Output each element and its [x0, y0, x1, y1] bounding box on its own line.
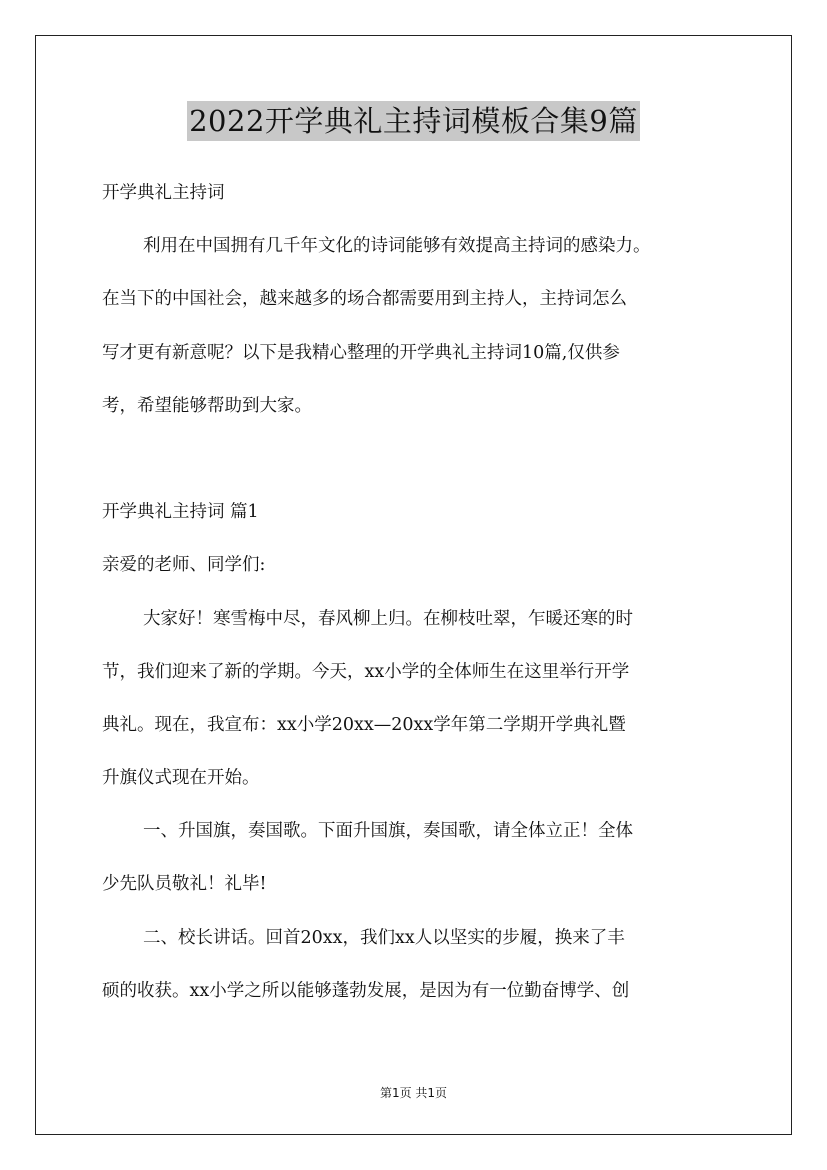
text-line: 大家好！寒雪梅中尽，春风柳上归。在柳枝吐翠，乍暖还寒的时: [143, 608, 633, 629]
document-title: 2022开学典礼主持词模板合集9篇: [187, 101, 640, 141]
text-line: 开学典礼主持词: [102, 183, 225, 203]
document-body: [102, 175, 742, 1026]
title-container: [0, 101, 827, 141]
text-line: 写才更有新意呢？以下是我精心整理的开学典礼主持词10篇,仅供参: [102, 342, 620, 363]
text-line: 升旗仪式现在开始。: [102, 768, 260, 789]
page-footer: 第1页 共1页: [379, 1086, 448, 1100]
text-line: 在当下的中国社会，越来越多的场合都需要用到主持人，主持词怎么: [102, 289, 627, 310]
text-line: 典礼。现在，我宣布：xx小学20xx—20xx学年第二学期开学典礼暨: [102, 714, 626, 735]
text-line: 利用在中国拥有几千年文化的诗词能够有效提高主持词的感染力。: [143, 236, 651, 257]
text-line: 少先队员敬礼！礼毕!: [102, 874, 267, 895]
text-line: 亲爱的老师、同学们:: [102, 555, 266, 576]
text-line: 一、升国旗，奏国歌。下面升国旗，奏国歌，请全体立正！全体: [143, 821, 633, 842]
text-line: 硕的收获。xx小学之所以能够蓬勃发展，是因为有一位勤奋博学、创: [102, 980, 630, 1001]
blank-line: [102, 441, 742, 494]
text-line: 开学典礼主持词 篇1: [102, 502, 259, 523]
text-line: 节，我们迎来了新的学期。今天，xx小学的全体师生在这里举行开学: [102, 661, 630, 682]
text-line: 二、校长讲话。回首20xx，我们xx人以坚实的步履，换来了丰: [143, 927, 625, 948]
text-line: 考，希望能够帮助到大家。: [102, 395, 312, 416]
